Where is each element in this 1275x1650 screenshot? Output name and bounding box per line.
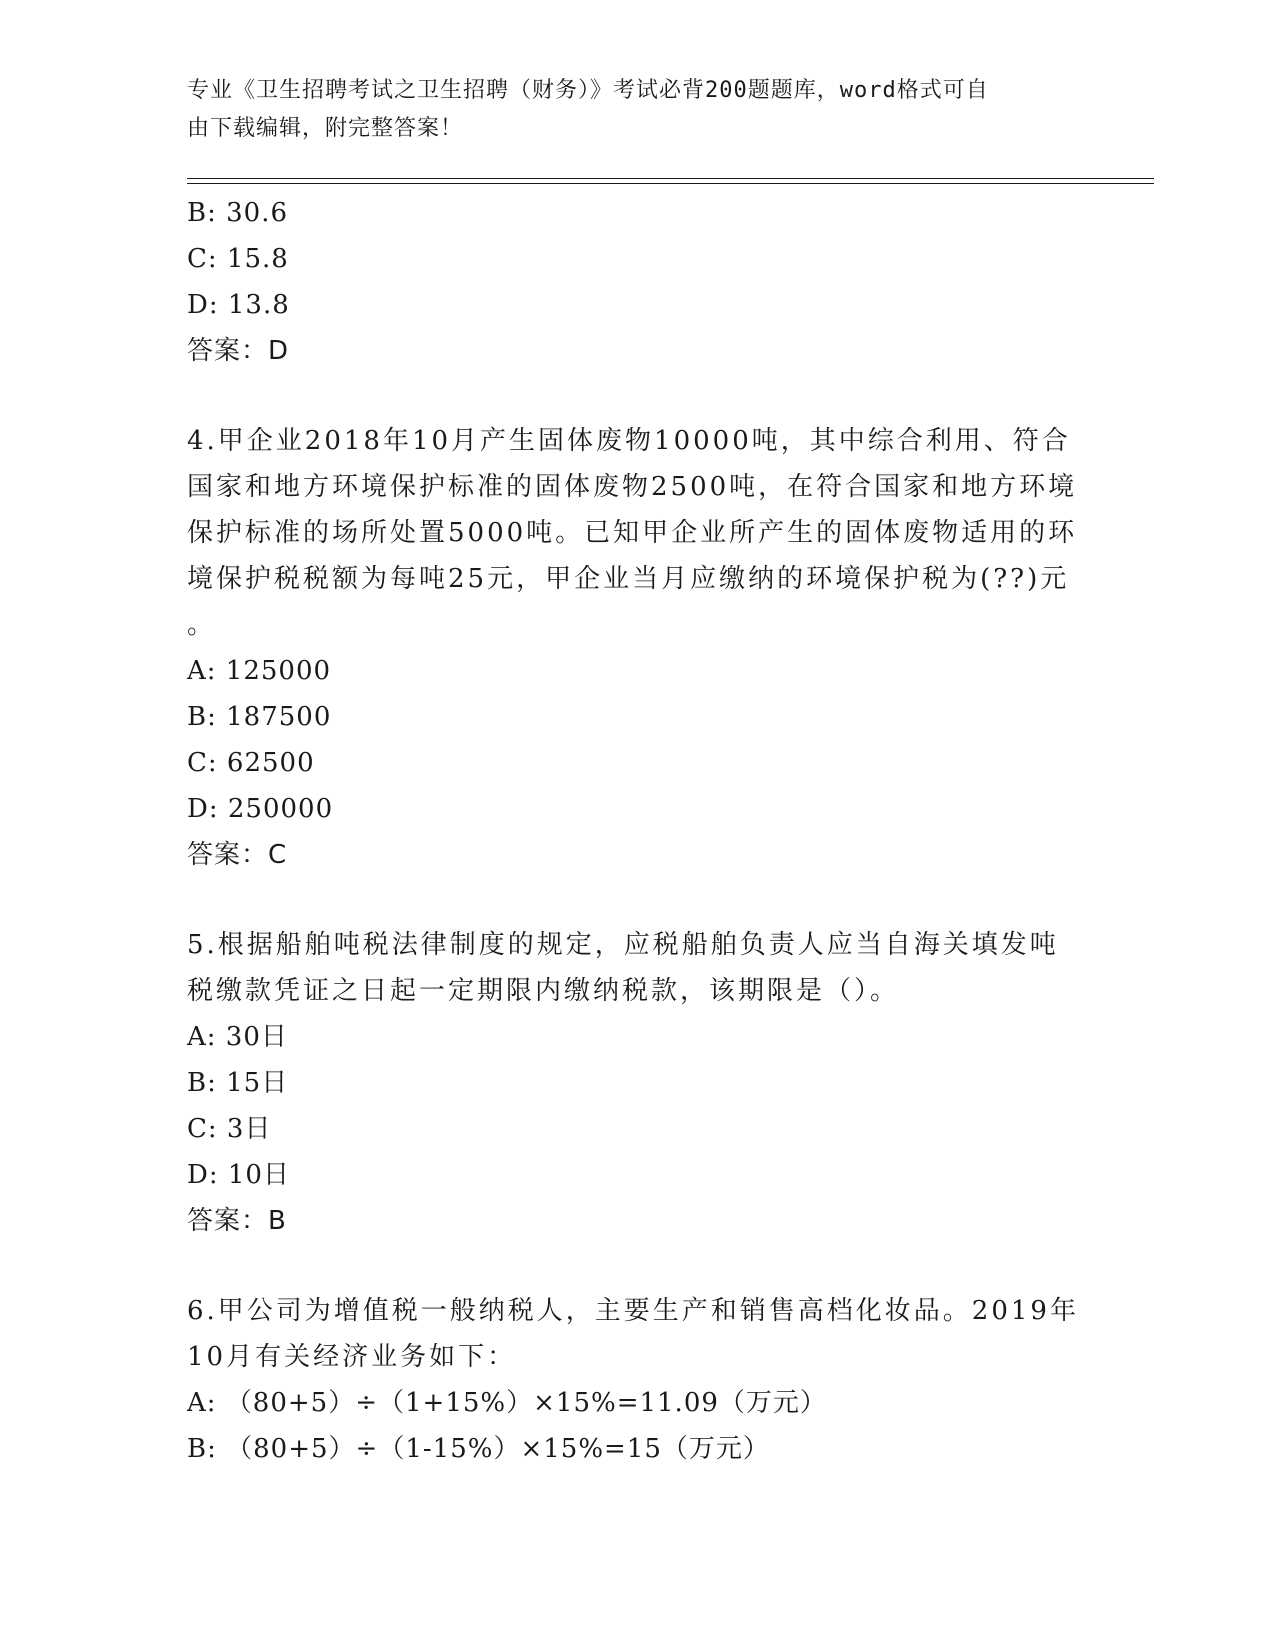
question-text-line: 境保护税税额为每吨25元，甲企业当月应缴纳的环境保护税为(??)元 xyxy=(187,564,1070,594)
option-a: A: 30日 xyxy=(187,1022,288,1052)
document-header xyxy=(187,72,1067,148)
header-line-2: 由下载编辑，附完整答案！ xyxy=(187,116,464,141)
question-text-line: 5.根据船舶吨税法律制度的规定，应税船舶负责人应当自海关填发吨 xyxy=(187,930,1059,960)
answer: 答案：D xyxy=(187,336,290,366)
question-text-line: 税缴款凭证之日起一定期限内缴纳税款，该期限是（）。 xyxy=(187,976,900,1006)
question-3 xyxy=(187,190,1077,374)
header-line-1: 专业《卫生招聘考试之卫生招聘（财务）》考试必背200题题库，word格式可自 xyxy=(187,78,989,103)
option-b: B: 15日 xyxy=(187,1068,289,1098)
option-d: D: 10日 xyxy=(187,1160,290,1190)
question-6 xyxy=(187,1288,1077,1472)
spacer xyxy=(187,878,1077,922)
question-text-line: 4.甲企业2018年10月产生固体废物10000吨，其中综合利用、符合 xyxy=(187,426,1071,456)
question-text-line: 10月有关经济业务如下： xyxy=(187,1342,517,1372)
question-text-line: 保护标准的场所处置5000吨。已知甲企业所产生的固体废物适用的环 xyxy=(187,518,1078,548)
option-c: C: 15.8 xyxy=(187,244,289,274)
option-b: B: 30.6 xyxy=(187,198,289,228)
header-rule-bottom xyxy=(187,183,1154,184)
spacer xyxy=(187,374,1077,418)
option-c: C: 62500 xyxy=(187,748,315,778)
option-a: A: （80+5）÷（1+15%）×15%=11.09（万元） xyxy=(187,1388,827,1418)
answer: 答案：B xyxy=(187,1206,287,1236)
option-c: C: 3日 xyxy=(187,1114,272,1144)
spacer xyxy=(187,1244,1077,1288)
option-d: D: 13.8 xyxy=(187,290,290,320)
answer: 答案：C xyxy=(187,840,288,870)
option-a: A: 125000 xyxy=(187,656,332,686)
question-5 xyxy=(187,922,1077,1244)
question-text-line: 6.甲公司为增值税一般纳税人，主要生产和销售高档化妆品。2019年 xyxy=(187,1296,1079,1326)
question-text-line: 。 xyxy=(187,610,217,640)
question-4 xyxy=(187,418,1077,878)
header-rule-top xyxy=(187,178,1154,179)
option-b: B: 187500 xyxy=(187,702,332,732)
option-d: D: 250000 xyxy=(187,794,334,824)
document-body xyxy=(187,190,1077,1472)
option-b: B: （80+5）÷（1-15%）×15%=15（万元） xyxy=(187,1434,770,1464)
question-text-line: 国家和地方环境保护标准的固体废物2500吨，在符合国家和地方环境 xyxy=(187,472,1078,502)
